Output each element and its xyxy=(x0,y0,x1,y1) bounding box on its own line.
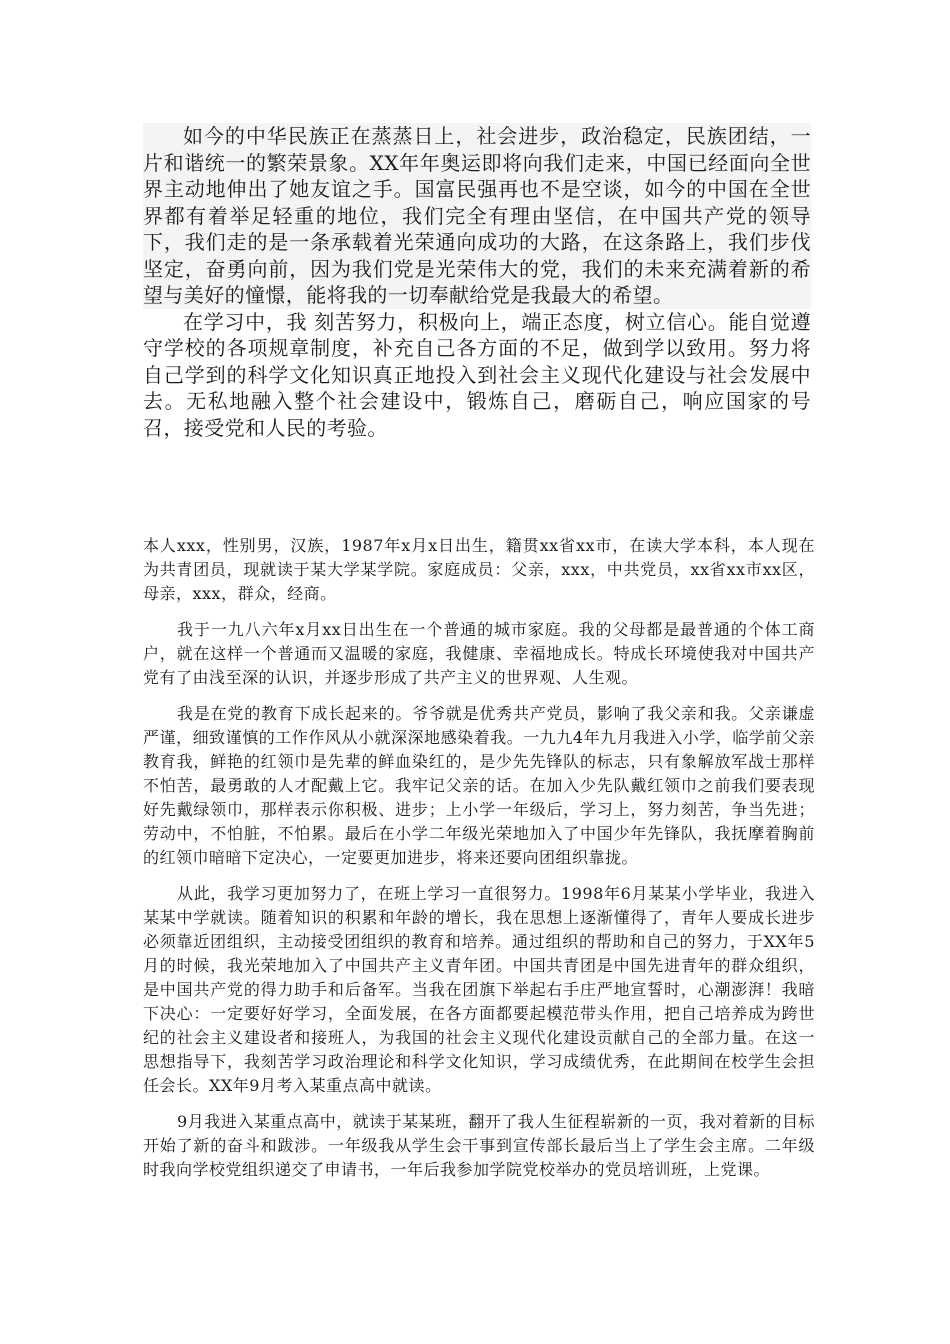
paragraph: 我于一九八六年x月xx日出生在一个普通的城市家庭。我的父母都是最普通的个体工商户，就在这样一个普通而又温暖的家庭，我健康、幸福地成长。特成长环境使我对中国共产党有了由浅至深的认识，并逐步形成了共产主义的世界观、人生观。 xyxy=(143,620,815,687)
paragraph: 从此，我学习更加努力了，在班上学习一直很努力。1998年6月某某小学毕业，我进入某某中学就读。随着知识的积累和年龄的增长，我在思想上逐渐懂得了，青年人要成长进步必须靠近团组织，主动接受团组织的教育和培养。通过组织的帮助和自己的努力，于XX年5月的时候，我光荣地加入了中国共产主义青年团。中国共青团是中国先进青年的群众组织，是中国共产党的得力助手和后备军。当我在团旗下举起右手庄严地宣誓时，心潮澎湃！我暗下决心：一定要好好学习，全面发展，在各方面都要起模范带头作用，把自己培养成为跨世纪的社会主义建设者和接班人，为我国的社会主义现代化建设贡献自己的全部力量。在这一思想指导下，我刻苦学习政治理论和科学文化知识，学习成绩优秀，在此期间在校学生会担任会长。XX年9月考入某重点高中就读。 xyxy=(143,884,815,1095)
paragraph: 我是在党的教育下成长起来的。爷爷就是优秀共产党员，影响了我父亲和我。父亲谦虚严谨，细致谨慎的工作作风从小就深深地感染着我。一九九4年九月我进入小学，临学前父亲教育我，鲜艳的红领巾是先辈的鲜血染红的，是少先先锋队的标志，只有象解放军战士那样不怕苦，最勇敢的人才配戴上它。我牢记父亲的话。在加入少先队戴红领巾之前我们要表现好先戴绿领巾，那样表示你积极、进步；上小学一年级后，学习上，努力刻苦，争当先进；劳动中，不怕脏，不怕累。最后在小学二年级光荣地加入了中国少年先锋队，我抚摩着胸前的红领巾暗暗下定决心，一定要更加进步，将来还要向团组织靠拢。 xyxy=(143,704,815,867)
paragraph-personal-info: 本人xxx，性别男，汉族，1987年x月x日出生，籍贯xx省xx市，在读大学本科，本人现在为共青团员，现就读于某大学某学院。家庭成员：父亲，xxx，中共党员，xx省xx市xx区，母亲，xxx，群众，经商。 xyxy=(143,536,815,603)
top-text-section xyxy=(143,123,811,441)
paragraph: 在学习中，我 刻苦努力，积极向上，端正态度，树立信心。能自觉遵守学校的各项规章制度，补充自己各方面的不足，做到学以致用。努力将自己学到的科学文化知识真正地投入到社会主义现代化建设与社会发展中去。无私地融入整个社会建设中，锻炼自己，磨砺自己，响应国家的号召，接受党和人民的考验。 xyxy=(143,309,811,440)
paragraph: 9月我进入某重点高中，就读于某某班，翻开了我人生征程崭新的一页，我对着新的目标开始了新的奋斗和跋涉。一年级我从学生会干事到宣传部长最后当上了学生会主席。二年级时我向学校党组织递交了申请书，一年后我参加学院党校举办的党员培训班，上党课。 xyxy=(143,1112,815,1179)
paragraph: 如今的中华民族正在蒸蒸日上，社会进步，政治稳定，民族团结，一片和谐统一的繁荣景象。XX年年奥运即将向我们走来，中国已经面向全世界主动地伸出了她友谊之手。国富民强再也不是空谈，如今的中国在全世界都有着举足轻重的地位，我们完全有理由坚信，在中国共产党的领导下，我们走的是一条承载着光荣通向成功的大路，在这条路上，我们步伐坚定，奋勇向前，因为我们党是光荣伟大的党，我们的未来充满着新的希望与美好的憧憬，能将我的一切奉献给党是我最大的希望。 xyxy=(143,124,811,307)
bottom-text-section xyxy=(143,534,815,1194)
